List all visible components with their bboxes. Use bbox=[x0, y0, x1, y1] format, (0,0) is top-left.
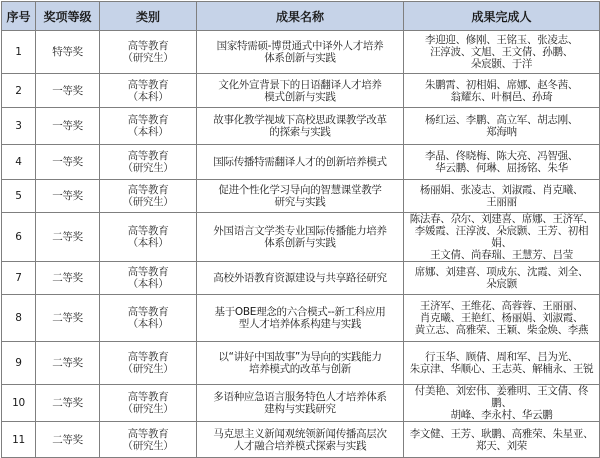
table-row bbox=[2, 295, 600, 342]
row-number: 10 bbox=[12, 397, 25, 409]
row-number-cell bbox=[2, 180, 36, 213]
people-line: 李文健、王芳、耿鹏、高雅荣、朱星亚、 bbox=[409, 427, 594, 440]
category-line: 高等教育 bbox=[127, 306, 169, 318]
achievement-name-cell bbox=[197, 385, 404, 422]
title-line: 国家特需硕-博贯通式中译外人才培养 bbox=[216, 40, 384, 52]
people-line: 朱鹏霄、初相娟、席娜、赵冬茜、 bbox=[425, 78, 578, 91]
people-line: 付美艳、刘宏伟、姜雅明、王文倩、佟鹏、 bbox=[414, 385, 589, 409]
row-number-cell bbox=[2, 213, 36, 262]
people-line: 朱京津、华顺心、王志英、解楠永、王锐 bbox=[409, 363, 594, 375]
achievement-name-cell bbox=[197, 74, 404, 108]
people-line: 王济军、王维花、高蓉蓉、王丽丽、 bbox=[419, 300, 584, 312]
category-cell bbox=[100, 342, 197, 385]
contributors-cell bbox=[404, 31, 600, 74]
people-line: 王丽丽 bbox=[486, 196, 517, 208]
award-level-cell bbox=[36, 295, 100, 342]
row-number-cell bbox=[2, 74, 36, 108]
people-line: 李晶、佟晓梅、陈大亮、冯智强、 bbox=[425, 150, 578, 162]
header-number: 序号 bbox=[2, 2, 36, 31]
table-row bbox=[2, 342, 600, 385]
category-line: （本科） bbox=[127, 237, 169, 249]
award-level-cell bbox=[36, 213, 100, 262]
award-level: 二等奖 bbox=[52, 231, 83, 243]
table-header bbox=[2, 2, 600, 31]
award-level-cell bbox=[36, 108, 100, 145]
title-line: 培养模式的改革与创新 bbox=[249, 363, 351, 375]
contributors-cell bbox=[404, 342, 600, 385]
achievement-name-cell bbox=[197, 108, 404, 145]
award-level: 一等奖 bbox=[52, 84, 83, 97]
category-cell bbox=[100, 180, 197, 213]
contributors-cell bbox=[404, 145, 600, 180]
row-number: 9 bbox=[15, 357, 22, 369]
table-row bbox=[2, 262, 600, 295]
category-line: （研究生） bbox=[122, 162, 174, 174]
contributors-cell bbox=[404, 295, 600, 342]
category-line: （本科） bbox=[127, 278, 169, 290]
title-line: 外国语言文学类专业国际传播能力培养 bbox=[213, 225, 387, 237]
title-line: 多语种应急语言服务特色人才培养体系 bbox=[213, 391, 387, 403]
category-line: 高等教育 bbox=[127, 266, 169, 278]
award-level: 一等奖 bbox=[52, 190, 83, 202]
award-level-cell bbox=[36, 422, 100, 458]
header-contributors: 成果完成人 bbox=[404, 2, 600, 31]
row-number: 8 bbox=[15, 312, 22, 324]
award-level: 二等奖 bbox=[52, 357, 83, 369]
award-level: 二等奖 bbox=[52, 397, 83, 409]
award-level-cell bbox=[36, 145, 100, 180]
title-line: 型人才培养体系构建与实践 bbox=[238, 318, 362, 330]
table-body bbox=[2, 31, 600, 458]
award-level: 一等奖 bbox=[52, 156, 83, 168]
award-level: 二等奖 bbox=[52, 312, 83, 324]
achievement-name-cell bbox=[197, 342, 404, 385]
award-level-cell bbox=[36, 342, 100, 385]
row-number: 2 bbox=[15, 84, 22, 97]
achievement-name-cell bbox=[197, 180, 404, 213]
row-number: 1 bbox=[15, 46, 22, 58]
achievement-name-cell bbox=[197, 213, 404, 262]
title-line: 马克思主义新闻观统领新闻传播高层次 bbox=[213, 427, 387, 440]
table-row bbox=[2, 385, 600, 422]
award-level: 一等奖 bbox=[52, 120, 83, 132]
table-row bbox=[2, 213, 600, 262]
people-line: 朵宸颢 bbox=[486, 278, 517, 290]
header-achievement-name: 成果名称 bbox=[197, 2, 404, 31]
title-line: 故事化教学视域下高校思政课教学改革 bbox=[213, 114, 387, 126]
category-cell bbox=[100, 262, 197, 295]
award-level: 二等奖 bbox=[52, 272, 83, 284]
row-number: 11 bbox=[12, 433, 25, 446]
category-line: （本科） bbox=[127, 90, 169, 103]
category-line: （本科） bbox=[127, 126, 169, 138]
title-line: 体系创新与实践 bbox=[264, 52, 336, 64]
award-level-cell bbox=[36, 74, 100, 108]
category-cell bbox=[100, 385, 197, 422]
category-line: 高等教育 bbox=[127, 78, 169, 91]
title-line: 的探索与实践 bbox=[269, 126, 331, 138]
award-level-cell bbox=[36, 385, 100, 422]
row-number: 7 bbox=[15, 272, 22, 284]
category-cell bbox=[100, 145, 197, 180]
table-row bbox=[2, 74, 600, 108]
people-line: 杨丽娟、张凌志、刘淑霞、肖克曦、 bbox=[419, 184, 584, 196]
category-line: 高等教育 bbox=[127, 150, 169, 162]
category-line: 高等教育 bbox=[127, 40, 169, 52]
title-line: 以“讲好中国故事”为导向的实践能力 bbox=[218, 351, 382, 363]
contributors-cell bbox=[404, 180, 600, 213]
category-cell bbox=[100, 31, 197, 74]
people-line: 朵宸颢、于洋 bbox=[470, 58, 533, 70]
row-number-cell bbox=[2, 385, 36, 422]
category-line: （本科） bbox=[127, 318, 169, 330]
awards-table bbox=[1, 1, 600, 458]
title-line: 促进个性化学习导向的智慧课堂教学 bbox=[218, 184, 382, 196]
title-line: 国际传播特需翻译人才的创新培养模式 bbox=[213, 156, 387, 168]
contributors-cell bbox=[404, 213, 600, 262]
row-number-cell bbox=[2, 342, 36, 385]
people-line: 陈法春、尕尔、刘建喜、席娜、王济军、 bbox=[409, 213, 594, 225]
table-row bbox=[2, 422, 600, 458]
category-line: 高等教育 bbox=[127, 427, 169, 440]
award-level-cell bbox=[36, 31, 100, 74]
table-row bbox=[2, 180, 600, 213]
header-award-level: 奖项等级 bbox=[36, 2, 100, 31]
people-line: 郑天、刘荣 bbox=[476, 439, 527, 452]
achievement-name-cell bbox=[197, 31, 404, 74]
contributors-cell bbox=[404, 422, 600, 458]
title-line: 研究与实践 bbox=[274, 196, 326, 208]
category-cell bbox=[100, 213, 197, 262]
achievement-name-cell bbox=[197, 295, 404, 342]
row-number-cell bbox=[2, 422, 36, 458]
row-number: 3 bbox=[15, 120, 22, 132]
table-row bbox=[2, 31, 600, 74]
header-category: 类别 bbox=[100, 2, 197, 31]
title-line: 基于OBE理念的六合模式--新工科应用 bbox=[214, 306, 386, 318]
achievement-name-cell bbox=[197, 145, 404, 180]
title-line: 高校外语教育资源建设与共享路径研究 bbox=[213, 272, 387, 284]
header-row bbox=[2, 2, 600, 31]
category-line: 高等教育 bbox=[127, 225, 169, 237]
category-line: 高等教育 bbox=[127, 114, 169, 126]
title-line: 建构与实践研究 bbox=[264, 403, 336, 415]
category-line: （研究生） bbox=[122, 363, 174, 375]
row-number: 4 bbox=[15, 156, 22, 168]
title-line: 体系创新与实践 bbox=[264, 237, 336, 249]
award-level-cell bbox=[36, 262, 100, 295]
row-number: 5 bbox=[15, 190, 22, 202]
award-level: 特等奖 bbox=[52, 46, 83, 58]
people-line: 汪淳波、文旭、王文倩、孙鹏、 bbox=[430, 46, 573, 58]
people-line: 行玉华、顾倩、周和军、吕为光、 bbox=[425, 351, 578, 363]
achievement-name-cell bbox=[197, 262, 404, 295]
contributors-cell bbox=[404, 385, 600, 422]
category-line: 高等教育 bbox=[127, 184, 169, 196]
category-line: （研究生） bbox=[122, 403, 174, 415]
people-line: 王文倩、尚春瑞、王慧芳、吕莹 bbox=[430, 249, 573, 261]
category-line: （研究生） bbox=[122, 52, 174, 64]
contributors-cell bbox=[404, 108, 600, 145]
people-line: 杨红运、李鹏、高立军、胡志刚、 bbox=[425, 114, 578, 126]
title-line: 文化外宣背景下的日语翻译人才培养 bbox=[218, 78, 382, 91]
contributors-cell bbox=[404, 74, 600, 108]
row-number-cell bbox=[2, 295, 36, 342]
people-line: 李媛霞、汪淳波、朵宸颢、王芳、初相娟、 bbox=[414, 225, 589, 249]
people-line: 李迎迎、修刚、王铭玉、张凌志、 bbox=[425, 34, 578, 46]
row-number-cell bbox=[2, 108, 36, 145]
achievement-name-cell bbox=[197, 422, 404, 458]
award-level-cell bbox=[36, 180, 100, 213]
category-line: （研究生） bbox=[122, 196, 174, 208]
table-row bbox=[2, 145, 600, 180]
category-line: 高等教育 bbox=[127, 391, 169, 403]
people-line: 翁耀东、叶桐邑、孙琦 bbox=[450, 90, 553, 103]
row-number-cell bbox=[2, 31, 36, 74]
row-number-cell bbox=[2, 145, 36, 180]
title-line: 人才融合培养模式探索与实践 bbox=[233, 439, 367, 452]
people-line: 华云鹏、何琳、屈扬铭、朱华 bbox=[435, 162, 568, 174]
category-cell bbox=[100, 295, 197, 342]
people-line: 黄立志、高雅荣、王颖、柴金焕、李燕 bbox=[414, 324, 589, 336]
people-line: 郑海呐 bbox=[486, 126, 517, 138]
category-cell bbox=[100, 108, 197, 145]
row-number: 6 bbox=[15, 231, 22, 243]
contributors-cell bbox=[404, 262, 600, 295]
category-cell bbox=[100, 74, 197, 108]
people-line: 席娜、刘建喜、项成东、沈霞、刘全、 bbox=[414, 266, 589, 278]
category-line: 高等教育 bbox=[127, 351, 169, 363]
people-line: 肖克曦、王艳红、杨丽娟、刘淑霞、 bbox=[419, 312, 584, 324]
category-line: （研究生） bbox=[122, 439, 174, 452]
row-number-cell bbox=[2, 262, 36, 295]
people-line: 胡峰、李永村、华云鹏 bbox=[450, 409, 553, 421]
category-cell bbox=[100, 422, 197, 458]
award-level: 二等奖 bbox=[52, 433, 83, 446]
table-row bbox=[2, 108, 600, 145]
title-line: 模式创新与实践 bbox=[264, 90, 336, 103]
